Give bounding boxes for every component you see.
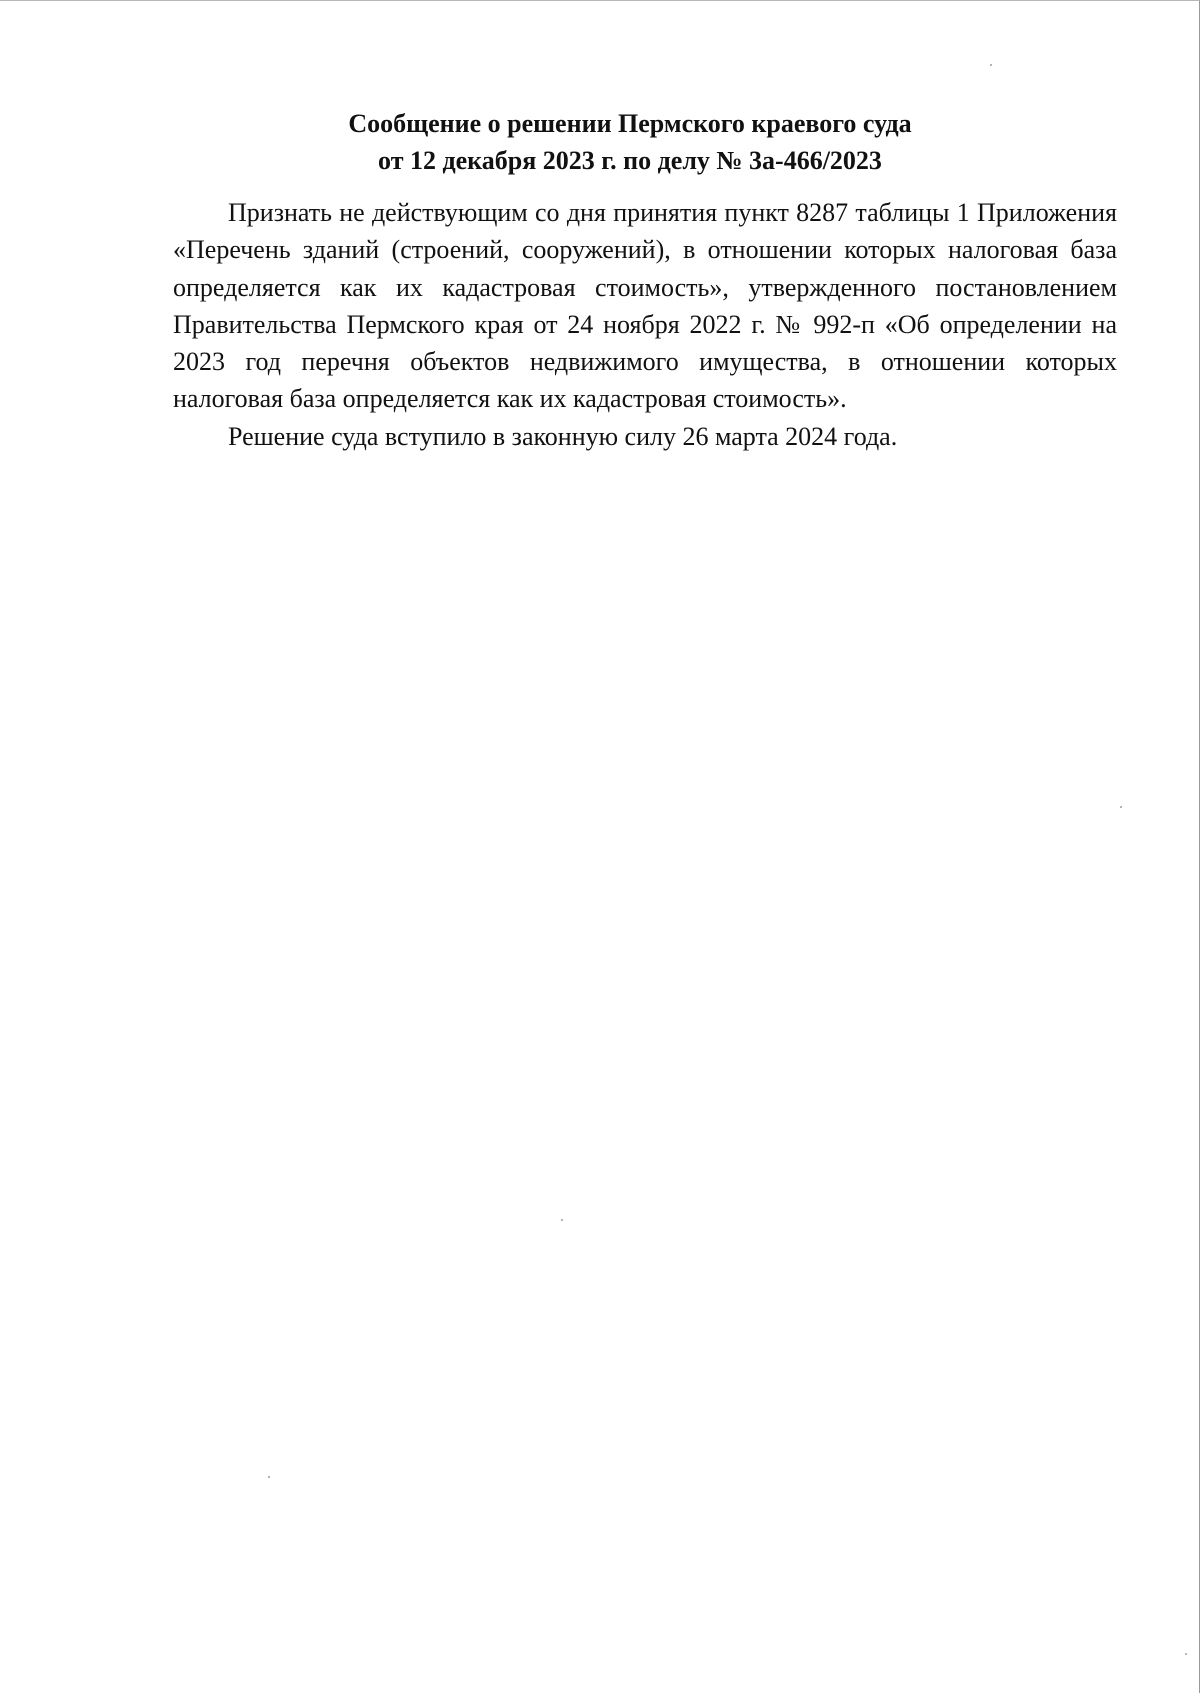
- title-line-2: от 12 декабря 2023 г. по делу № 3а-466/2023: [378, 146, 882, 175]
- scan-speck: [561, 1219, 563, 1221]
- scan-speck: [1120, 806, 1122, 808]
- document-title: [150, 105, 1110, 179]
- document-body: [173, 194, 1117, 455]
- paragraph-ruling: Признать не действующим со дня принятия пункт 8287 таблицы 1 Приложения «Перечень зданий (строений, сооружений), в отношении которых налоговая база определяется как их кадастровая стоимость», утвержденного постановлением Правительства Пермского края от 24 ноября 2022 г. № 992-п «Об определении на 2023 год перечня объектов недвижимого имущества, в отношении которых налоговая база определяется как их кадастровая стоимость».: [173, 198, 1117, 414]
- scan-speck: [268, 1476, 270, 1478]
- scan-speck: [1185, 1653, 1187, 1655]
- scan-speck: [990, 64, 992, 66]
- title-line-1: Сообщение о решении Пермского краевого суда: [348, 109, 912, 138]
- paragraph-effective-date: Решение суда вступило в законную силу 26 марта 2024 года.: [228, 421, 898, 451]
